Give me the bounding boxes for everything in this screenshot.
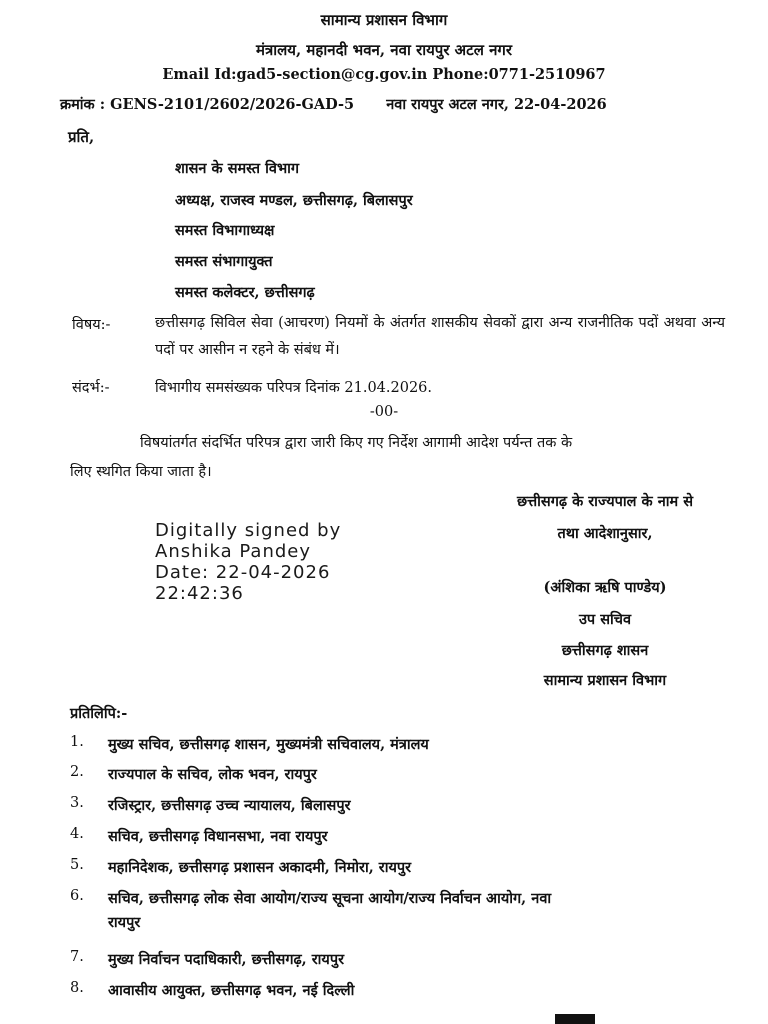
list-item-continuation: रायपुर: [108, 914, 141, 931]
list-item-number: 5.: [70, 857, 84, 873]
list-item-number: 8.: [70, 980, 84, 996]
list-item: आवासीय आयुक्त, छत्तीसगढ़ भवन, नई दिल्ली: [108, 982, 355, 999]
list-item-number: 7.: [70, 949, 84, 965]
reference-number: क्रमांक : GENS-2101/2602/2026-GAD-5: [60, 96, 355, 113]
list-item-number: 1.: [70, 734, 84, 750]
context-text: विभागीय समसंख्यक परिपत्र दिनांक 21.04.2026.: [155, 380, 433, 396]
digital-signature-stamp: [155, 520, 341, 604]
signatory-govt: छत्तीसगढ़ शासन: [561, 642, 649, 659]
separator: -00-: [369, 404, 399, 420]
signature-name: Anshika Pandey: [155, 541, 312, 562]
context-label: संदर्भ:-: [72, 380, 110, 396]
recipient-item: समस्त विभागाध्यक्ष: [175, 222, 275, 239]
page-edge-mark: [555, 1014, 595, 1024]
signature-date: Date: 22-04-2026: [155, 562, 331, 583]
authority-line-2: तथा आदेशानुसार,: [557, 525, 653, 542]
signatory-designation: उप सचिव: [578, 611, 632, 628]
list-item: मुख्य निर्वाचन पदाधिकारी, छत्तीसगढ़, रायपुर: [108, 951, 344, 968]
recipient-item: अध्यक्ष, राजस्व मण्डल, छत्तीसगढ़, बिलासपुर: [175, 192, 413, 209]
list-item: रजिस्ट्रार, छत्तीसगढ़ उच्च न्यायालय, बिलासपुर: [108, 797, 351, 814]
list-item: राज्यपाल के सचिव, लोक भवन, रायपुर: [108, 766, 317, 783]
place-date: नवा रायपुर अटल नगर, 22-04-2026: [386, 96, 607, 113]
contact-line: Email Id:gad5-section@cg.gov.in Phone:0771-2510967: [162, 66, 606, 83]
subject-text: छत्तीसगढ़ सिविल सेवा (आचरण) नियमों के अंतर्गत शासकीय सेवकों द्वारा अन्य राजनीतिक पदों अथवा अन्य पदों पर आसीन न रहने के संबंध में।: [155, 315, 725, 358]
recipients-label: प्रति,: [68, 128, 95, 146]
list-item-number: 6.: [70, 888, 84, 904]
list-item-number: 2.: [70, 764, 84, 780]
list-item: सचिव, छत्तीसगढ़ विधानसभा, नवा रायपुर: [108, 828, 328, 845]
signature-time: 22:42:36: [155, 583, 244, 604]
authority-line-1: छत्तीसगढ़ के राज्यपाल के नाम से: [516, 493, 694, 510]
list-item-number: 4.: [70, 826, 84, 842]
recipient-item: समस्त संभागायुक्त: [175, 253, 273, 270]
body-paragraph-line1: विषयांतर्गत संदर्भित परिपत्र द्वारा जारी किए गए निर्देश आगामी आदेश पर्यन्त तक के: [140, 435, 573, 451]
signatory-name: (अंशिका ऋषि पाण्डेय): [543, 579, 667, 596]
reference-line: [60, 94, 607, 114]
list-item-number: 3.: [70, 795, 84, 811]
department-heading: सामान्य प्रशासन विभाग: [320, 11, 448, 29]
signature-line: Digitally signed by: [155, 520, 342, 541]
list-item: सचिव, छत्तीसगढ़ लोक सेवा आयोग/राज्य सूचना आयोग/राज्य निर्वाचन आयोग, नवा: [108, 890, 552, 907]
ministry-address: मंत्रालय, महानदी भवन, नवा रायपुर अटल नगर: [255, 41, 512, 59]
signatory-department: सामान्य प्रशासन विभाग: [543, 672, 667, 689]
list-item: महानिदेशक, छत्तीसगढ़ प्रशासन अकादमी, निमोरा, रायपुर: [108, 859, 412, 876]
copy-to-label: प्रतिलिपि:-: [70, 705, 128, 722]
list-item: मुख्य सचिव, छत्तीसगढ़ शासन, मुख्यमंत्री सचिवालय, मंत्रालय: [108, 736, 429, 753]
recipient-item: शासन के समस्त विभाग: [175, 160, 300, 177]
body-paragraph-line2: लिए स्थगित किया जाता है।: [70, 464, 212, 480]
recipient-item: समस्त कलेक्टर, छत्तीसगढ़: [175, 284, 315, 301]
subject-label: विषय:-: [72, 317, 111, 333]
